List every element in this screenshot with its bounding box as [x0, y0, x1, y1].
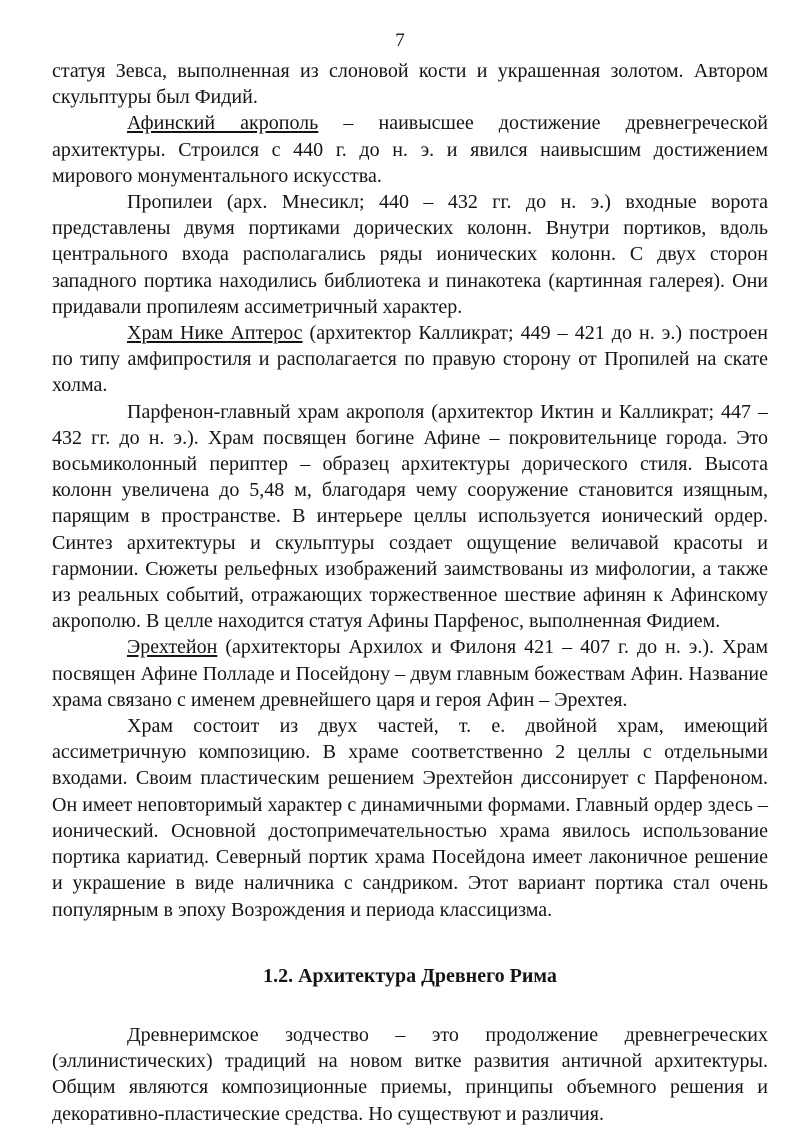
term-temple-nike: Храм Нике Аптерос [127, 322, 303, 345]
paragraph-text: Древнеримское зодчество – это продолжение древнегреческих (эллинистических) традиций на новом витке развития античной архитектуры. Общим являются композиционные приемы, принципы объемного решения и декоративно-пластические средства. Но существуют и различия. [52, 1023, 768, 1125]
paragraph-parthenon [52, 399, 768, 635]
paragraph-text: Пропилеи (арх. Мнесикл; 440 – 432 гг. до н. э.) входные ворота представлены двумя портиками дорических колонн. Внутри портиков, вдоль центрального входа располагались ряды ионических колонн. С двух сторон западного портика находились библиотека и пинакотека (картинная галерея). Они придавали пропилеям ассиметричный характер. [52, 191, 768, 318]
paragraph-text: Храм состоит из двух частей, т. е. двойной храм, имеющий ассиметричную композицию. В храме соответственно 2 целлы с отдельными входами. Своим пластическим решением Эрехтейон диссонирует с Парфеноном. Он имеет неповторимый характер с динамичными формами. Главный ордер здесь – ионический. Основной достопримечательностью храма явилось использование портика кариатид. Северный портик храма Посейдона имеет лаконичное решение и украшение в виде наличника с сандриком. Этот вариант портика стал очень популярным в эпоху Возрождения и периода классицизма. [52, 715, 768, 921]
paragraph-ancient-rome [52, 1022, 768, 1127]
body-text [52, 58, 768, 1127]
paragraph-acropolis [52, 110, 768, 189]
paragraph-zeus-statue [52, 58, 768, 110]
paragraph-temple-nike [52, 320, 768, 399]
paragraph-text: – наивысшее достижение древнегреческой архитектуры. Строился с 440 г. до н. э. и явился наивысшим достижением мирового монументального искусства. [52, 112, 768, 187]
paragraph-text: (архитекторы Архилох и Филоня 421 – 407 г. до н. э.). Храм посвящен Афине Полладе и Посейдону – двум главным божествам Афин. Название храма связано с именем древнейшего царя и героя Афин – Эрехтея. [52, 636, 768, 711]
paragraph-erechtheion [52, 634, 768, 713]
paragraph-text: статуя Зевса, выполненная из слоновой кости и украшенная золотом. Автором скульптуры был Фидий. [52, 60, 768, 109]
section-heading: 1.2. Архитектура Древнего Рима [263, 964, 557, 987]
term-erechtheion: Эрехтейон [127, 636, 218, 659]
paragraph-text: (архитектор Калликрат; 449 – 421 до н. э.) построен по типу амфипростиля и располагается по правую сторону от Пропилей на скате холма. [52, 322, 768, 397]
term-athenian-acropolis: Афинский акрополь [127, 112, 319, 135]
paragraph-text: Парфенон-главный храм акрополя (архитектор Иктин и Калликрат; 447 – 432 гг. до н. э.). Храм посвящен богине Афине – покровительнице города. Это восьмиколонный периптер – образец архитектуры дорического стиля. Высота колонн увеличена до 5,48 м, благодаря чему сооружение становится изящным, парящим в пространстве. В интерьере целлы используется ионический ордер. Синтез архитектуры и скульптуры создает ощущение величавой красоты и гармонии. Сюжеты рельефных изображений заимствованы из мифологии, а также из реальных событий, отражающих торжественное шествие афинян к Афинскому акрополю. В целле находится статуя Афины Парфенос, выполненная Фидием. [52, 400, 768, 633]
paragraph-double-temple [52, 713, 768, 923]
paragraph-propylaea [52, 189, 768, 320]
page-number: 7 [395, 30, 405, 51]
